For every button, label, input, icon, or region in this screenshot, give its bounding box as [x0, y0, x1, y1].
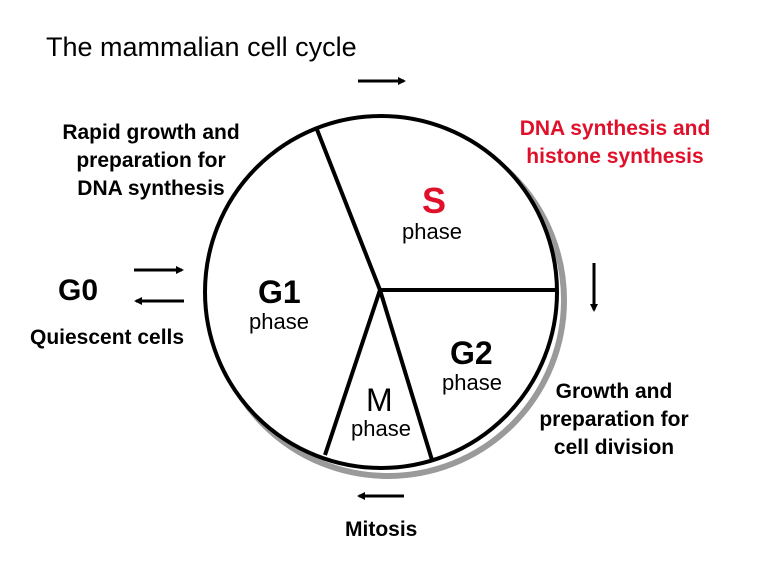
g1-note-line-2: preparation for [76, 149, 226, 172]
s-phase-label: phase [402, 219, 462, 244]
mitosis-note: Mitosis [345, 518, 418, 541]
g2-note [515, 378, 713, 462]
g0-name: G0 [58, 274, 99, 307]
g1-note-line-3: DNA synthesis [77, 177, 225, 200]
g2-phase-label: phase [442, 370, 502, 395]
s-note-line-2: histone synthesis [526, 145, 704, 168]
s-note [497, 115, 733, 171]
diagram-title: The mammalian cell cycle [46, 32, 357, 62]
g2-note-line-1: Growth and [555, 380, 673, 403]
m-phase-name: M [366, 382, 393, 418]
g1-note [30, 119, 272, 203]
g1-phase-label: phase [249, 309, 309, 334]
g2-note-line-2: preparation for [539, 408, 689, 431]
s-phase-name: S [422, 180, 447, 221]
g0-label: Quiescent cells [30, 326, 185, 349]
g1-note-line-1: Rapid growth and [62, 121, 240, 144]
s-note-line-1: DNA synthesis and [519, 117, 711, 140]
g2-phase-name: G2 [450, 335, 493, 371]
g1-phase-name: G1 [258, 274, 301, 310]
g2-note-line-3: cell division [553, 436, 675, 459]
m-phase-label: phase [351, 416, 411, 441]
